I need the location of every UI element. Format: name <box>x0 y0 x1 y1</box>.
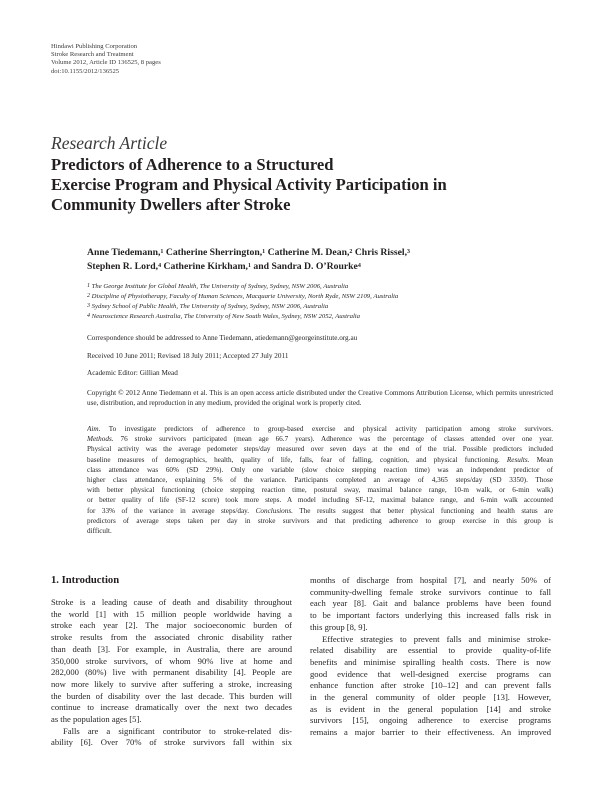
abstract <box>87 424 553 536</box>
affiliation-number: 4 <box>87 313 90 319</box>
author-name: Catherine M. Dean, <box>265 247 350 258</box>
body-line: stroke results from the associated chronic disability rather <box>51 632 292 643</box>
abstract-line: Aim. To investigate predictors of adherence to group-based exercise and physical activity participation among stroke survivors. <box>87 425 553 433</box>
body-line: now more likely to survive after suffering a stroke, increasing <box>51 678 292 689</box>
abstract-line: predictors of average steps taken per day in stroke survivors and that predicting adherence to group exercise in this group is <box>87 516 553 525</box>
author-list <box>87 246 527 274</box>
body-line: as is evident in the general population [14] and stroke <box>310 703 551 714</box>
journal-header <box>51 43 351 76</box>
paper-title <box>51 155 521 215</box>
author-affiliation-mark: 3 <box>407 249 411 255</box>
publisher-line: Hindawi Publishing Corporation <box>51 43 138 50</box>
affiliation-number: 2 <box>87 293 90 299</box>
body-line: stroke each year [2]. The major socioeconomic burden of <box>51 620 292 631</box>
abstract-line: Methods. 76 stroke survivors participated (mean age 66.7 years). Adherence was the percentage of classes attended over one year. <box>87 435 553 444</box>
title-line: Community Dwellers after Stroke <box>51 195 291 214</box>
body-line: good evidence that well-designed exercise programs can <box>310 668 551 679</box>
abstract-line: for 33% of the variance in average steps/day. Conclusions. The results suggest that better physical functioning and health status are <box>87 506 553 515</box>
body-line: benefits and minimise spiralling health costs. There is now <box>310 656 551 667</box>
body-line: in the general community of older people [13]. However, <box>310 692 551 703</box>
author-name: Anne Tiedemann, <box>87 247 161 258</box>
affiliation-text: Sydney School of Public Health, The University of Sydney, Sydney, NSW 2006, Australia <box>91 303 329 310</box>
article-type: Research Article <box>51 133 168 153</box>
abstract-line: Physical activity was the average pedometer steps/day measured over seven days at the end of the trial. Possible predictors included <box>87 445 553 454</box>
body-line: months of discharge from hospital [7], and nearly 50% of <box>310 575 551 585</box>
abstract-line: difficult. <box>87 527 112 536</box>
body-line: 282,000 (80%) live with permanent disability [4]. People are <box>51 667 292 678</box>
left-column <box>51 597 292 749</box>
journal-name: Stroke Research and Treatment <box>51 51 134 59</box>
body-line: 350,000 stroke survivors, of whom 90% live at home and <box>51 655 292 666</box>
author-affiliation-mark: 1 <box>247 263 251 269</box>
abstract-line: with better physical functioning (choice stepping reaction time, postural sway, maximal balance range, 10-m walk, or 6-min walk) <box>87 486 553 495</box>
copyright-notice: Copyright © 2012 Anne Tiedemann et al. This is an open access article distributed under the Creative Commons Attribution License, which permits unrestricted use, distribution, and reproduction in any medium, provided the original work is properly cited. <box>87 389 553 407</box>
affiliation-item <box>87 292 557 302</box>
author-line <box>87 260 527 274</box>
affiliation-item <box>87 302 557 312</box>
title-line: Exercise Program and Physical Activity Participation in <box>51 175 447 194</box>
affiliation-list <box>87 282 557 322</box>
body-line: than death [3]. For example, in Australia, there are around <box>51 643 292 654</box>
body-line: the world [1] with 15 million people worldwide having a <box>51 608 292 619</box>
body-line: to be important factors underlying this increased falls risk in <box>310 610 551 621</box>
body-line: ability [6]. Over 70% of stroke survivors fall within six <box>51 737 292 748</box>
body-line: continue to increase dramatically over the next two decades <box>51 702 292 713</box>
affiliation-text: Discipline of Physiotherapy, Faculty of Human Sciences, Macquarie University, North Ryde, NSW 2109, Australia <box>91 293 399 300</box>
affiliation-item <box>87 312 557 322</box>
body-line: Stroke is a leading cause of death and disability throughout <box>51 597 292 607</box>
section-heading: 1. Introduction <box>51 575 120 586</box>
affiliation-item <box>87 282 557 292</box>
body-line: each year [8]. Gait and balance problems have been found <box>310 598 551 609</box>
doi-line: doi:10.1155/2012/136525 <box>51 67 120 75</box>
author-name: Catherine Kirkham, <box>161 261 248 272</box>
body-line: remains a major barrier to their effectiveness. An improved <box>310 727 551 738</box>
abstract-line: class attendance was 60% (SD 29%). Only one variable (slow choice stepping reaction time) was an independent predictor of <box>87 465 553 474</box>
abstract-line: higher class attendance, explaining 5% of the variance. Participants completed an average of 4,365 steps/day (SD 3350). Those <box>87 476 553 485</box>
body-line: enhance function after stroke [10–12] and can prevent falls <box>310 680 551 691</box>
author-affiliation-mark: 4 <box>158 263 162 269</box>
affiliation-text: Neuroscience Research Australia, The University of New South Wales, Sydney, NSW 2052, Australia <box>91 313 361 320</box>
correspondence-note: Correspondence should be addressed to Anne Tiedemann, atiedemann@georgeinstitute.org.au <box>87 334 358 342</box>
affiliation-text: The George Institute for Global Health, The University of Sydney, Sydney, NSW 2006, Australia <box>91 283 349 290</box>
author-affiliation-mark: 2 <box>349 249 353 255</box>
body-line: related disability are essential to provide quality-of-life <box>310 645 551 656</box>
body-line: community-dwelling female stroke survivors continue to fall <box>310 586 551 597</box>
academic-editor: Academic Editor: Gillian Mead <box>87 369 178 377</box>
body-line: as the population ages [5]. <box>51 714 142 725</box>
author-affiliation-mark: 4 <box>357 263 361 269</box>
right-column <box>310 575 551 739</box>
author-name: Chris Rissel, <box>352 247 408 258</box>
affiliation-number: 1 <box>87 283 90 289</box>
author-line <box>87 246 527 260</box>
body-line: this group [8, 9]. <box>310 621 368 632</box>
author-affiliation-mark: 1 <box>262 249 266 255</box>
volume-line: Volume 2012, Article ID 136525, 8 pages <box>51 59 161 67</box>
affiliation-number: 3 <box>87 303 90 309</box>
body-line: the burden of disability over the last decade. This burden will <box>51 690 292 701</box>
body-line: Falls are a significant contributor to stroke-related dis- <box>63 725 292 736</box>
body-line: survivors [15], ongoing adherence to exercise programs <box>310 715 551 726</box>
received-dates: Received 10 June 2011; Revised 18 July 2011; Accepted 27 July 2011 <box>87 352 289 360</box>
abstract-line: baseline measures of demographics, health, quality of life, falls, fear of falling, cognition, and physical functioning. Results. Mean <box>87 455 553 464</box>
body-line: Effective strategies to prevent falls and minimise stroke- <box>322 633 551 644</box>
author-affiliation-mark: 1 <box>160 249 164 255</box>
title-line: Predictors of Adherence to a Structured <box>51 155 334 174</box>
abstract-line: or better quality of life (SF-12 score) took more steps. A model including SF-12, maximal balance range, and 6-min walk accounted <box>87 496 553 505</box>
author-name: and Sandra D. O’Rourke <box>250 261 358 272</box>
author-name: Stephen R. Lord, <box>87 261 159 272</box>
author-name: Catherine Sherrington, <box>163 247 263 258</box>
